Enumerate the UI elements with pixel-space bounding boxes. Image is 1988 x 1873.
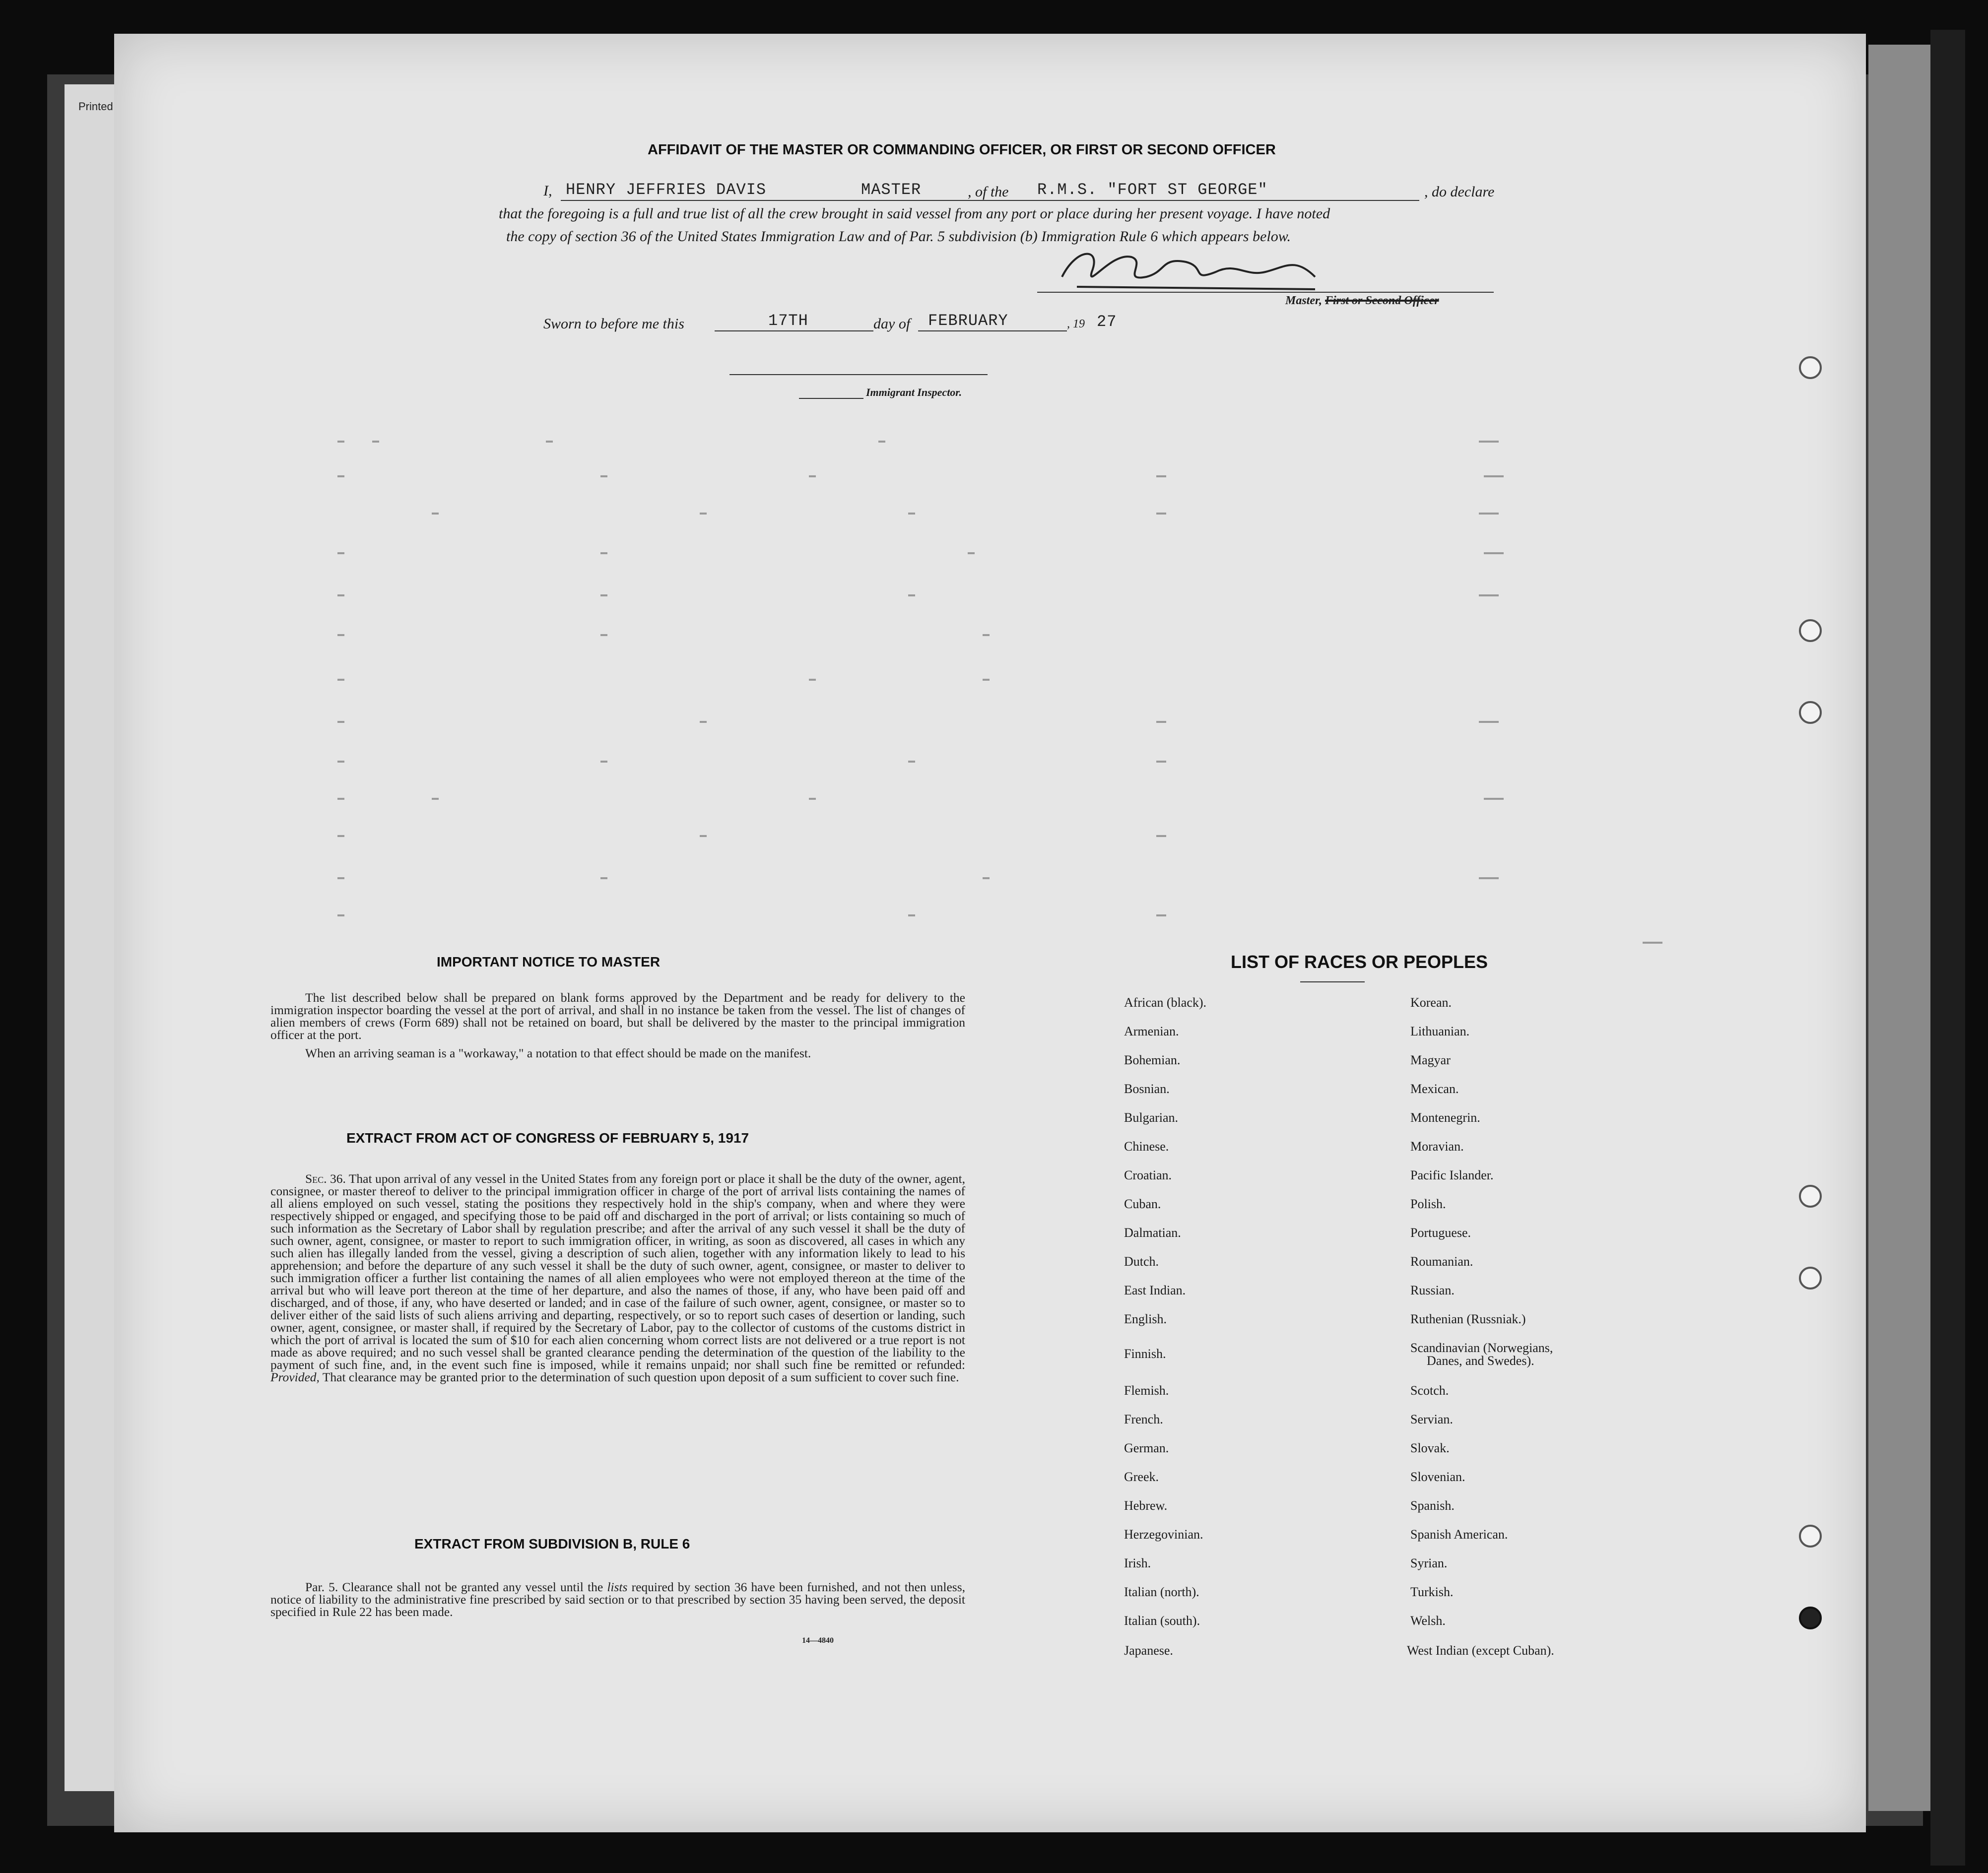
race-left-item: African (black). bbox=[1124, 995, 1207, 1010]
binder-hole bbox=[1799, 701, 1822, 724]
signature-line bbox=[1037, 292, 1494, 293]
race-right-item: Syrian. bbox=[1410, 1556, 1448, 1570]
race-right-item: Spanish. bbox=[1410, 1498, 1455, 1513]
binder-hole bbox=[1799, 1607, 1822, 1629]
race-right-item: Slovenian. bbox=[1410, 1470, 1465, 1484]
of-the-text: , of the bbox=[968, 184, 1009, 200]
rule-extract-title: EXTRACT FROM SUBDIVISION B, RULE 6 bbox=[414, 1536, 690, 1551]
vessel-name: R.M.S. "FORT ST GEORGE" bbox=[1037, 181, 1268, 199]
race-left-item: Hebrew. bbox=[1124, 1498, 1168, 1513]
rule-text-a: Par. 5. Clearance shall not be granted any vessel until the bbox=[305, 1580, 603, 1594]
race-right-item: Roumanian. bbox=[1410, 1254, 1473, 1269]
rule-extract-text bbox=[270, 1581, 965, 1618]
race-left-item: Dalmatian. bbox=[1124, 1226, 1181, 1240]
day-underline bbox=[715, 330, 873, 331]
proviso-label: Provided, bbox=[270, 1370, 320, 1384]
notice-paragraph-2: When an arriving seaman is a "workaway," a notation to that effect should be made on the manifest. bbox=[305, 1046, 811, 1060]
races-title: LIST OF RACES OR PEOPLES bbox=[1231, 952, 1488, 972]
year-prefix: , 19 bbox=[1067, 318, 1085, 330]
race-right-item: Scandinavian (Norwegians, bbox=[1410, 1341, 1553, 1355]
underlying-page-tab bbox=[65, 84, 119, 1791]
race-left-item: Cuban. bbox=[1124, 1197, 1161, 1211]
binder-hole bbox=[1799, 619, 1822, 642]
race-left-item: East Indian. bbox=[1124, 1283, 1186, 1297]
race-right-item: Moravian. bbox=[1410, 1139, 1464, 1154]
sworn-prefix: Sworn to before me this bbox=[543, 316, 684, 332]
inspector-line bbox=[729, 374, 988, 375]
inspector-caption: Immigrant Inspector. bbox=[866, 386, 962, 398]
month-underline bbox=[918, 330, 1067, 331]
rule-text-b: required by section 36 have been furnished, and not then unless, notice of liability to the administrative fine prescribed by said section or to that prescribed by section 35 having been served, the deposit specified in Rule 22 has been made. bbox=[270, 1580, 966, 1619]
race-right-item: Russian. bbox=[1410, 1283, 1455, 1297]
race-right-item: Korean. bbox=[1410, 995, 1452, 1010]
race-right-item: Servian. bbox=[1410, 1412, 1453, 1426]
race-right-item: Danes, and Swedes). bbox=[1427, 1354, 1534, 1368]
vessel-underline bbox=[1022, 200, 1419, 201]
notice-title: IMPORTANT NOTICE TO MASTER bbox=[437, 954, 661, 969]
race-left-item: Bulgarian. bbox=[1124, 1110, 1179, 1125]
race-left-item: French. bbox=[1124, 1412, 1163, 1426]
race-right-item: Spanish American. bbox=[1410, 1527, 1508, 1542]
proviso-text: That clearance may be granted prior to the determination of such question upon deposit of a sum sufficient to cover such fine. bbox=[322, 1370, 959, 1384]
race-left-item: Chinese. bbox=[1124, 1139, 1169, 1154]
signature-caption: Master, bbox=[1285, 294, 1323, 307]
race-left-item: Italian (south). bbox=[1124, 1614, 1200, 1628]
binder-hole bbox=[1799, 1267, 1822, 1290]
notice-text bbox=[270, 991, 965, 1059]
race-right-item: Magyar bbox=[1410, 1053, 1451, 1067]
sworn-year: 27 bbox=[1097, 313, 1117, 331]
race-left-item: English. bbox=[1124, 1312, 1167, 1326]
act-extract-title: EXTRACT FROM ACT OF CONGRESS OF FEBRUARY 5, 1917 bbox=[346, 1130, 749, 1146]
race-left-item: Bohemian. bbox=[1124, 1053, 1181, 1067]
sworn-month: FEBRUARY bbox=[928, 312, 1008, 330]
binder-hole bbox=[1799, 1525, 1822, 1548]
act-extract-text bbox=[270, 1172, 965, 1383]
sworn-day: 17TH bbox=[768, 312, 808, 330]
master-rank: MASTER bbox=[861, 181, 922, 199]
section-36-text: That upon arrival of any vessel in the United States from any foreign port or place it shall be the duty of the owner, agent, consignee, or master thereof to deliver to the principal immigration officer in charge of the port of arrival lists containing the names of all aliens employed on such vessel, stating the positions they respectively hold in the ship's company, when and where they were respectively shipped or engaged, and specifying those to be paid off and discharged in the port of arrival; or lists containing so much of such information as the Secretary of Labor shall by regulation prescribe; and after the arrival of any such vessel it shall be the duty of such owner, agent, consignee, or master to report to such immigration officer, in writing, as soon as discovered, all cases in which any such alien has illegally landed from the vessel, giving a description of such alien, together with any information likely to lead to his apprehension; and before the departure of any such vessel it shall be the duty of such owner, agent, consignee, or master to deliver to such immigration officer a further list containing the names of all alien employees who were not employed thereon at the time of the arrival but who will leave port thereon at the time of her departure, and also the names of those, if any, who have been paid off and discharged, and of those, if any, who have deserted or landed; and in case of the failure of such owner, agent, consignee, or master so to deliver either of the said lists of such aliens arriving and departing, respectively, or so to report such cases of desertion or landing, such owner, agent, consignee, or master shall, if required by the Secretary of Labor, pay to the collector of customs of the customs district in which the port of arrival is located the sum of $10 for each alien concerning whom correct lists are not delivered or a true report is not made as above required; and no such vessel shall be granted clearance pending the determination of the question of the liability to the payment of such fine, and, in the event such fine is imposed, while it remains unpaid; nor shall such fine be remitted or refunded: bbox=[270, 1171, 965, 1372]
race-right-item: Lithuanian. bbox=[1410, 1024, 1470, 1038]
affidavit-line-3: the copy of section 36 of the United States Immigration Law and of Par. 5 subdivision (b) Immigration Rule 6 which appears below. bbox=[506, 228, 1291, 245]
race-left-item: Irish. bbox=[1124, 1556, 1151, 1570]
race-right-item: Mexican. bbox=[1410, 1082, 1459, 1096]
master-name: HENRY JEFFRIES DAVIS bbox=[566, 181, 767, 199]
race-left-item: Herzegovinian. bbox=[1124, 1527, 1203, 1542]
race-left-item: Bosnian. bbox=[1124, 1082, 1170, 1096]
race-left-item: Finnish. bbox=[1124, 1347, 1166, 1361]
race-left-item: Greek. bbox=[1124, 1470, 1159, 1484]
struck-text: First or Second Officer bbox=[1325, 294, 1439, 307]
race-right-item: Pacific Islander. bbox=[1410, 1168, 1494, 1182]
notice-paragraph-1: The list described below shall be prepared on blank forms approved by the Department and be ready for delivery to the immigration inspector boarding the vessel at the port of arrival, and shall in no instance be taken from the vessel. The list of changes of alien members of crews (Form 689) shall not be retained on board, but shall be delivered by the master to the principal immigration officer at the port. bbox=[270, 990, 965, 1042]
binder-hole bbox=[1799, 1185, 1822, 1208]
race-left-item: Croatian. bbox=[1124, 1168, 1172, 1182]
rule-lists-word: lists bbox=[607, 1580, 628, 1594]
race-right-item: Scotch. bbox=[1410, 1383, 1449, 1398]
page-edge-strip bbox=[1868, 45, 1933, 1811]
affidavit-title: AFFIDAVIT OF THE MASTER OR COMMANDING OFFICER, OR FIRST OR SECOND OFFICER bbox=[648, 142, 1276, 158]
affidavit-pre-name: I, bbox=[543, 183, 552, 199]
race-right-item: West Indian (except Cuban). bbox=[1407, 1643, 1554, 1658]
race-left-item: Flemish. bbox=[1124, 1383, 1169, 1398]
race-left-item: Japanese. bbox=[1124, 1643, 1173, 1658]
race-right-item: Welsh. bbox=[1410, 1614, 1446, 1628]
race-right-item: Slovak. bbox=[1410, 1441, 1450, 1455]
race-right-item: Montenegrin. bbox=[1410, 1110, 1480, 1125]
master-signature bbox=[1047, 242, 1325, 297]
day-of-text: day of bbox=[873, 316, 911, 332]
races-title-rule bbox=[1300, 981, 1365, 982]
document-page bbox=[114, 34, 1866, 1832]
do-declare-text: , do declare bbox=[1424, 184, 1495, 200]
affidavit-line-2: that the foregoing is a full and true list of all the crew brought in said vessel from any port or place during her present voyage. I have noted bbox=[499, 205, 1330, 222]
race-right-item: Polish. bbox=[1410, 1197, 1446, 1211]
race-right-item: Ruthenian (Russniak.) bbox=[1410, 1312, 1526, 1326]
race-left-item: German. bbox=[1124, 1441, 1169, 1455]
race-left-item: Dutch. bbox=[1124, 1254, 1159, 1269]
printed-label: Printed bbox=[78, 100, 113, 113]
binder-hole bbox=[1799, 356, 1822, 379]
race-right-item: Turkish. bbox=[1410, 1585, 1454, 1599]
inspector-line-short bbox=[799, 398, 863, 399]
page-edge-dark bbox=[1930, 30, 1965, 1866]
form-number: 14—4840 bbox=[802, 1636, 834, 1645]
race-left-item: Armenian. bbox=[1124, 1024, 1179, 1038]
race-right-item: Portuguese. bbox=[1410, 1226, 1471, 1240]
race-left-item: Italian (north). bbox=[1124, 1585, 1199, 1599]
section-label: Sec. 36. bbox=[305, 1171, 346, 1186]
